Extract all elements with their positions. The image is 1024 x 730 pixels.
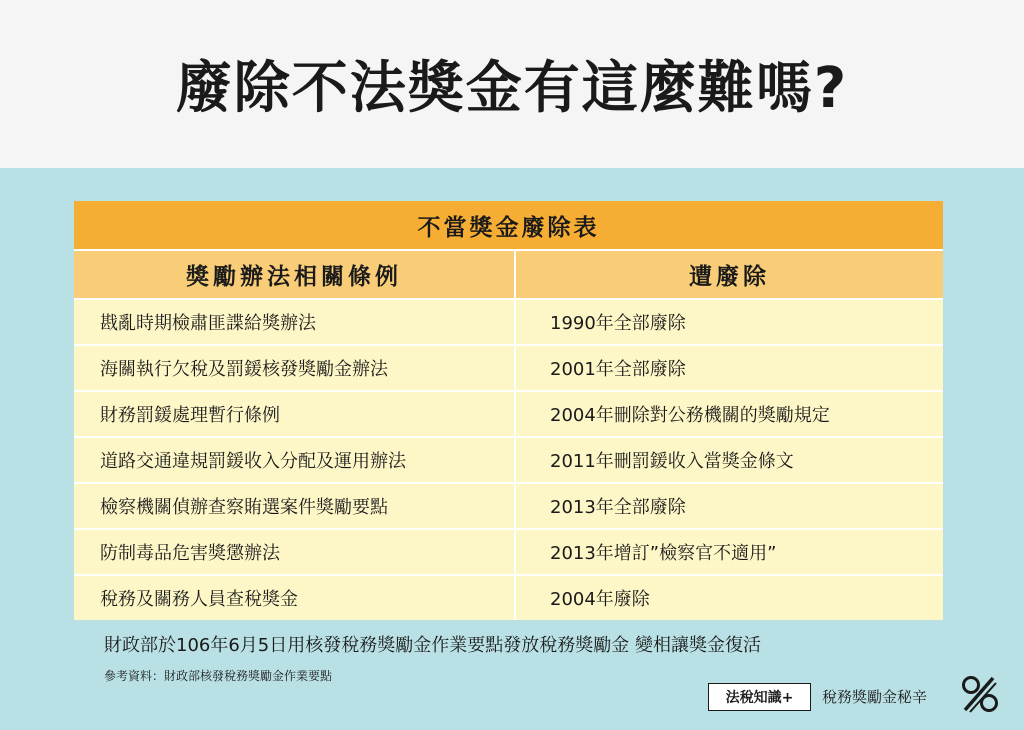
cell-abolished: 2013年全部廢除	[550, 497, 686, 518]
table-row	[74, 528, 943, 574]
table-row	[74, 390, 943, 436]
reference-note: 參考資料：財政部核發稅務獎勵金作業要點	[104, 669, 333, 683]
cell-abolished: 2004年刪除對公務機關的獎勵規定	[550, 405, 830, 426]
cell-regulation: 防制毒品危害獎懲辦法	[74, 530, 516, 574]
brand-badge: 法稅知識+	[708, 683, 811, 711]
cell-regulation: 道路交通違規罰鍰收入分配及運用辦法	[74, 438, 516, 482]
table-row	[74, 436, 943, 482]
column-header-regulation: 獎勵辦法相關條例	[74, 251, 516, 298]
cell-regulation: 戡亂時期檢肅匪諜給獎辦法	[74, 300, 516, 344]
cell-regulation: 檢察機關偵辦查察賄選案件獎勵要點	[74, 484, 516, 528]
table-row	[74, 344, 943, 390]
cell-abolished: 2001年全部廢除	[550, 359, 686, 380]
page-title: 廢除不法獎金有這麼難嗎?	[175, 56, 849, 121]
table-row	[74, 298, 943, 344]
table-title: 不當獎金廢除表	[74, 201, 943, 249]
table-header-row	[74, 249, 943, 298]
table-row	[74, 482, 943, 528]
footer-note: 財政部於106年6月5日用核發稅務獎勵金作業要點發放稅務獎勵金 變相讓獎金復活	[104, 635, 761, 656]
table-row	[74, 574, 943, 620]
cell-abolished: 1990年全部廢除	[550, 313, 686, 334]
cell-regulation: 財務罰鍰處理暫行條例	[74, 392, 516, 436]
series-label: 稅務獎勵金秘辛	[822, 688, 928, 706]
cell-regulation: 稅務及關務人員查稅獎金	[74, 576, 516, 620]
cell-abolished: 2011年刪罰鍰收入當獎金條文	[550, 451, 794, 472]
header-banner	[0, 0, 1024, 168]
percent-logo-icon	[960, 674, 1000, 714]
cell-regulation: 海關執行欠稅及罰鍰核發獎勵金辦法	[74, 346, 516, 390]
cell-abolished: 2013年增訂”檢察官不適用”	[550, 543, 777, 564]
cell-abolished: 2004年廢除	[550, 589, 650, 610]
table-body	[74, 298, 943, 620]
column-header-abolished: 遭廢除	[689, 264, 770, 290]
abolition-table	[74, 201, 943, 620]
